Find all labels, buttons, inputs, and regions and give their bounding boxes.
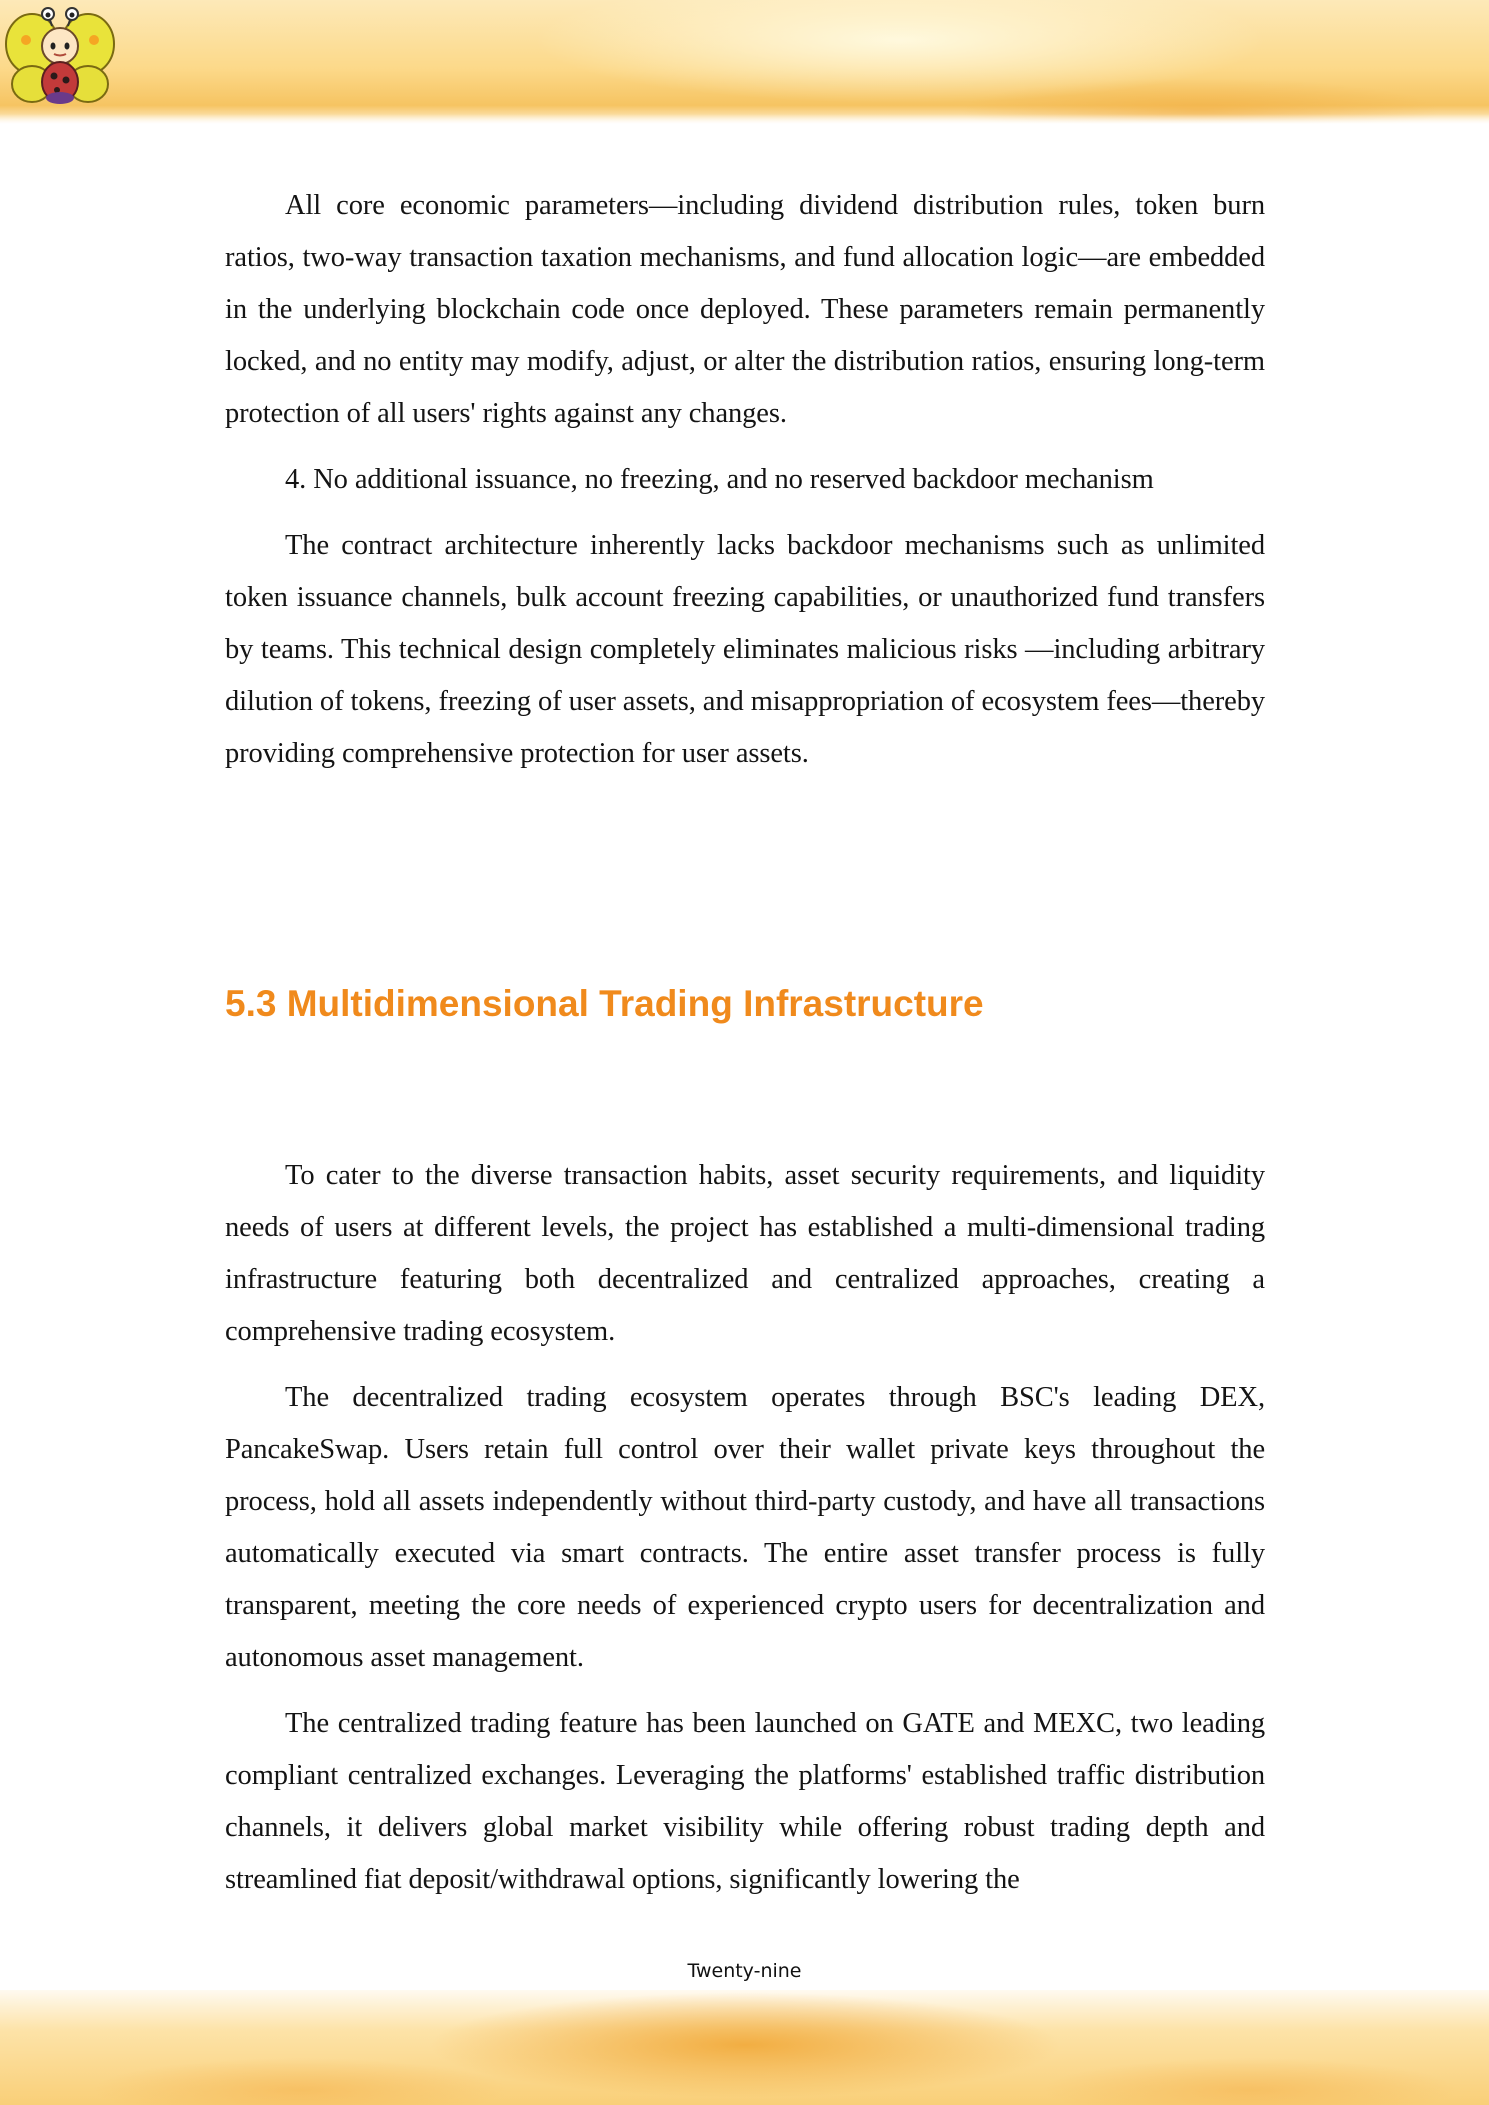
butterfly-mascot-icon xyxy=(2,6,118,108)
section-heading: 5.3 Multidimensional Trading Infrastructure xyxy=(225,983,984,1024)
paragraph-parameters-locked: All core economic parameters—including dividend distribution rules, token burn ratios, two-way transaction taxation mechanisms, and fund allocation logic—are embedded in the underlying blockchain code once deployed. These parameters remain permanently locked, and no entity may modify, adjust, or alter the distribution ratios, ensuring long-term protection of all users' rights against any changes. xyxy=(225,190,1265,429)
body-text-top xyxy=(225,180,1265,794)
page-number: Twenty-nine xyxy=(687,1960,802,1982)
paragraph-decentralized-trading: The decentralized trading ecosystem operates through BSC's leading DEX, PancakeSwap. Users retain full control over their wallet private keys throughout the process, hold all assets independently without third-party custody, and have all transactions automatically executed via smart contracts. The entire asset transfer process is fully transparent, meeting the core needs of experienced crypto users for decentralization and autonomous asset management. xyxy=(225,1382,1265,1673)
paragraph-trading-infrastructure: To cater to the diverse transaction habits, asset security requirements, and liquidity needs of users at different levels, the project has established a multi-dimensional trading infrastructure featuring both decentralized and centralized approaches, creating a comprehensive trading ecosystem. xyxy=(225,1160,1265,1347)
header-banner xyxy=(0,0,1489,124)
list-item-no-backdoor: 4. No additional issuance, no freezing, and no reserved backdoor mechanism xyxy=(285,464,1154,495)
paragraph-contract-architecture: The contract architecture inherently lacks backdoor mechanisms such as unlimited token issuance channels, bulk account freezing capabilities, or unauthorized fund transfers by teams. This technical design completely eliminates malicious risks —including arbitrary dilution of tokens, freezing of user assets, and misappropriation of ecosystem fees—thereby providing comprehensive protection for user assets. xyxy=(225,530,1265,769)
paragraph-centralized-trading: The centralized trading feature has been launched on GATE and MEXC, two leading compliant centralized exchanges. Leveraging the platforms' established traffic distribution channels, it delivers global market visibility while offering robust trading depth and streamlined fiat deposit/withdrawal options, significantly lowering the xyxy=(225,1708,1265,1895)
body-text-bottom xyxy=(225,1150,1265,1920)
footer-banner xyxy=(0,1990,1489,2105)
